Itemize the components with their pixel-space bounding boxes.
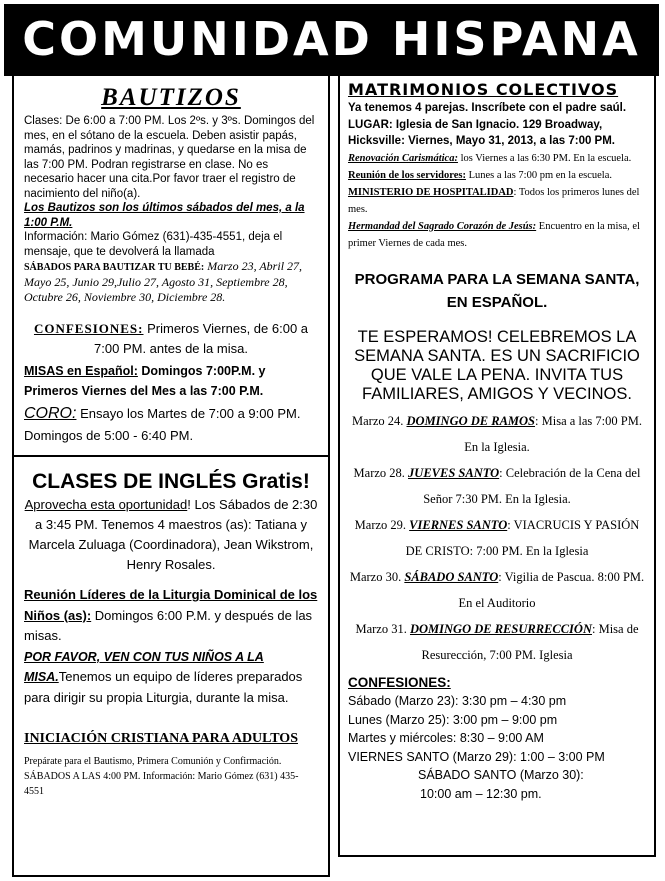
schedule-text: : VIACRUCIS Y PASIÓN DE CRISTO: 7:00 PM. En la Iglesia (405, 517, 640, 558)
schedule-day: SÁBADO SANTO (404, 569, 499, 584)
iniciacion-title: INICIACIÓN CRISTIANA PARA ADULTOS (24, 731, 298, 746)
schedule-day: DOMINGO DE RAMOS (406, 413, 536, 428)
confesiones-label: CONFESIONES: (33, 321, 144, 336)
ingles-lead: Aprovecha esta oportunidad (24, 497, 188, 512)
schedule-date: Marzo 29. (354, 517, 410, 532)
right-column (338, 72, 656, 857)
page-title: COMUNIDAD HISPANA (22, 12, 641, 66)
schedule-list (348, 408, 646, 668)
confesiones-line: Martes y miércoles: 8:30 – 9:00 AM (348, 731, 544, 745)
confesiones-title: CONFESIONES: (348, 674, 451, 690)
esperamos-text: TE ESPERAMOS! CELEBREMOS LA SEMANA SANTA. ES UN SACRIFICIO QUE VALE LA PENA. INVITA TUS FAMILIARES, AMIGOS Y VECINOS. (354, 327, 640, 403)
group-name: Hermandad del Sagrado Corazón de Jesús: (348, 220, 537, 232)
bautizos-dates-note: Los Bautizos son los últimos sábados del mes, a la 1:00 P.M. (24, 202, 305, 229)
group-text: los Viernes a las 6:30 PM. En la escuela. (457, 152, 632, 164)
group-name: Renovación Carismática: (348, 152, 458, 164)
group-text: Encuentro en la misa, el primer Viernes de cada mes. (348, 220, 640, 249)
schedule-day: JUEVES SANTO (408, 465, 500, 480)
confesiones-line: SÁBADO SANTO (Marzo 30): (418, 768, 584, 782)
group-text: : Todos los primeros lunes del mes. (348, 186, 640, 215)
confesiones-schedule (348, 674, 646, 804)
programa-title: PROGRAMA PARA LA SEMANA SANTA, EN ESPAÑOL. (354, 270, 640, 311)
header-banner (4, 4, 659, 76)
confesiones-block (24, 319, 318, 359)
schedule-item (348, 512, 646, 564)
matrimonios-text: Ya tenemos 4 parejas. Inscríbete con el padre saúl. LUGAR: Iglesia de San Ignacio. 129 Broadway, Hicksville: Viernes, Mayo 31, 2013, a las 7:00 PM. (348, 102, 627, 147)
bautizos-info: Información: Mario Gómez (631)-435-4551, deja el mensaje, que te devolverá la llamada (24, 231, 283, 258)
misas-block (24, 361, 318, 401)
liturgia-call-text: Tenemos un equipo de líderes preparados para dirigir su propia Liturgia, durante la misa. (24, 669, 303, 705)
group-item (348, 150, 646, 167)
coro-block (24, 403, 318, 447)
confesiones-line: Lunes (Marzo 25): 3:00 pm – 9:00 pm (348, 712, 558, 727)
bautizos-classes: Clases: De 6:00 a 7:00 PM. Los 2ºs. y 3ºs. Domingos del mes, en el sótano de la escuela. Deben asistir papás, mamás, padrinos y madrinas, y quedarse en la misa de las 7:00 PM. Podran registrarse en clase. No es necesario hacer una cita.Por favor traer el registro de nacimiento del niño(a). (24, 115, 315, 200)
liturgia-call: POR FAVOR, VEN CON TUS NIÑOS A LA MISA. (24, 649, 264, 684)
schedule-text: : Misa de Resurección, 7:00 PM. Iglesia (421, 621, 639, 662)
group-item (348, 184, 646, 218)
divider (14, 455, 328, 457)
liturgia-title: Reunión Líderes de la Liturgia Dominical de los Niños (as): (24, 587, 318, 623)
schedule-date: Marzo 30. (349, 569, 405, 584)
liturgia-call-block (24, 647, 318, 709)
iniciacion-text: Prepárate para el Bautismo, Primera Comunión y Confirmación. SÁBADOS A LAS 4:00 PM. Información: Mario Gómez (631) 435-4551 (24, 756, 299, 797)
bautizos-title: BAUTIZOS (101, 84, 241, 111)
liturgia-text: Domingos 6:00 P.M. y después de las misas. (24, 607, 313, 643)
schedule-item (348, 616, 646, 668)
coro-text: Ensayo los Martes de 7:00 a 9:00 PM. Domingos de 5:00 - 6:40 PM. (24, 406, 301, 443)
schedule-date: Marzo 24. (352, 413, 407, 428)
bautizos-dates (24, 259, 318, 305)
group-name: Reunión de los servidores: (348, 169, 466, 181)
coro-label: CORO: (24, 405, 77, 422)
confesiones-line: VIERNES SANTO (Marzo 29): 1:00 – 3:00 PM (348, 749, 605, 764)
bautizos-dates-label: SÁBADOS PARA BAUTIZAR TU BEBÉ: (24, 262, 205, 273)
misas-text: Domingos 7:00P.M. y Primeros Viernes del Mes a las 7:00 P.M. (24, 364, 266, 398)
schedule-text: : Celebración de la Cena del Señor 7:30 PM. En la Iglesia. (423, 465, 641, 506)
schedule-date: Marzo 28. (353, 465, 409, 480)
group-item (348, 218, 646, 252)
group-item (348, 167, 646, 184)
schedule-item (348, 460, 646, 512)
matrimonios-title: MATRIMONIOS COLECTIVOS (348, 80, 619, 99)
schedule-date: Marzo 31. (355, 621, 410, 636)
confesiones-line: Sábado (Marzo 23): 3:30 pm – 4:30 pm (348, 694, 567, 708)
ingles-detail: ! Los Sábados de 2:30 a 3:45 PM. Tenemos 4 maestros (as): Tatiana y Marcela Zuluaga (Coordinadora), Jean Wikstrom, Henry Rosales. (28, 497, 318, 572)
schedule-item (348, 564, 646, 616)
group-name: MINISTERIO DE HOSPITALIDAD (348, 186, 514, 198)
ingles-title: CLASES DE INGLÉS Gratis! (32, 470, 310, 493)
groups-list (348, 150, 646, 252)
misas-label: MISAS en Español: (24, 364, 138, 378)
confesiones-text: Primeros Viernes, de 6:00 a 7:00 PM. antes de la misa. (94, 321, 309, 356)
schedule-day: DOMINGO DE RESURRECCIÓN (409, 621, 592, 636)
confesiones-line: 10:00 am – 12:30 pm. (420, 786, 542, 801)
left-column (12, 72, 330, 877)
bautizos-dates-list: Marzo 23, Abril 27, Mayo 25, Junio 29,Julio 27, Agosto 31, Septiembre 28, Octubre 26, Noviembre 30, Diciembre 28. (24, 259, 303, 304)
schedule-text: : Misa a las 7:00 PM. En la Iglesia. (464, 413, 642, 454)
schedule-text: : Vigilia de Pascua. 8:00 PM. En el Auditorio (458, 569, 645, 610)
schedule-day: VIERNES SANTO (409, 517, 508, 532)
ingles-text (24, 495, 318, 575)
schedule-item (348, 408, 646, 460)
group-text: Lunes a las 7:00 pm en la escuela. (465, 169, 613, 181)
liturgia-block (24, 585, 318, 647)
